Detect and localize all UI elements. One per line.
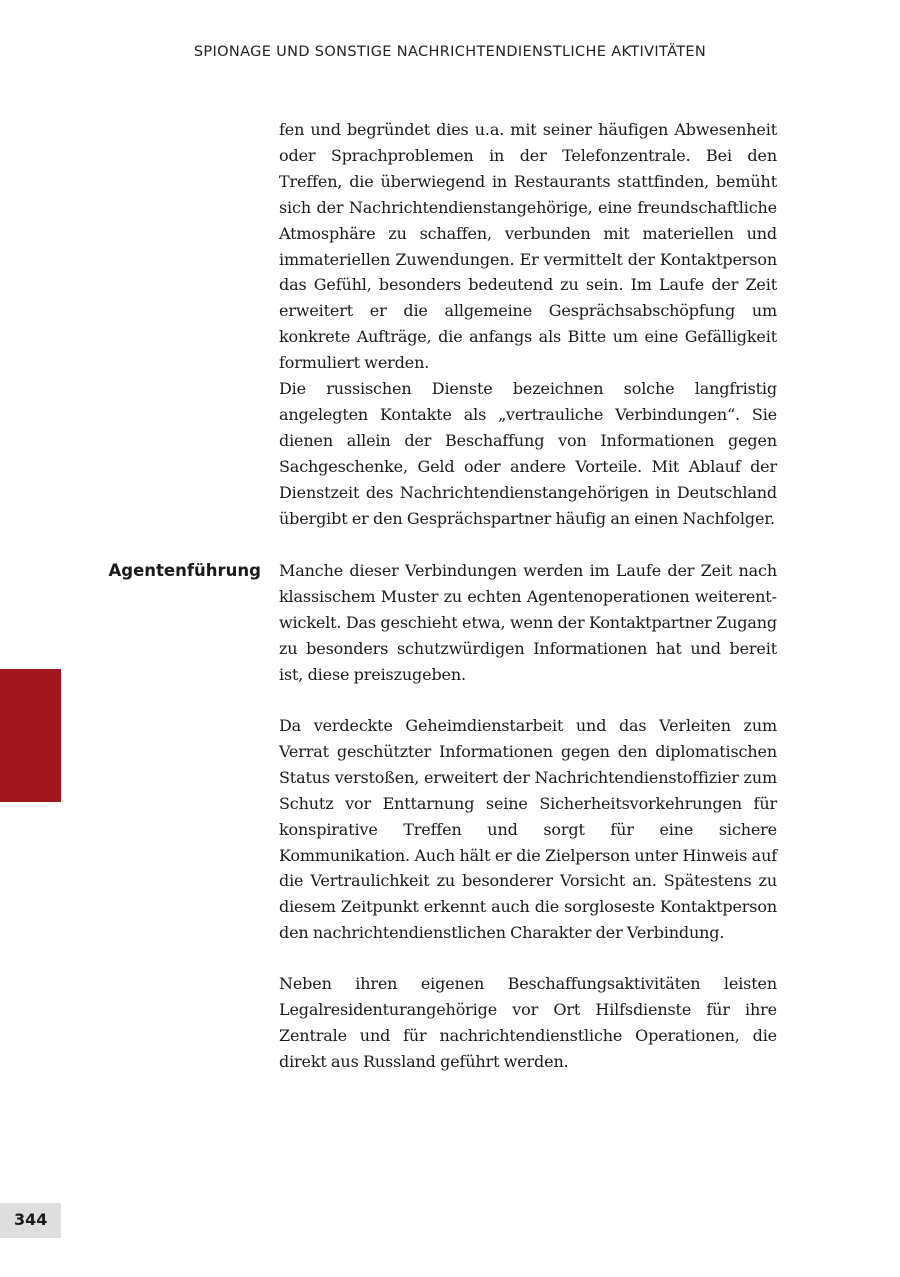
paragraph: Neben ihren eigenen Beschaffungsaktivitäten leisten Legalresidenturangehörige vor Ort Hilfsdienste für ihre Zentrale und für nachrichtendienstliche Operationen, die direkt aus Russland geführt werden. [279, 974, 777, 1071]
paragraph: Manche dieser Verbindungen werden im Laufe der Zeit nach klassischem Muster zu echten Agentenoperationen weiterentwickelt. Das geschieht etwa, wenn der Kontaktpartner Zugang zu besonders schutzwürdigen Informationen hat und bereit ist, diese preiszugeben. [279, 561, 777, 684]
paragraph: fen und begründet dies u.a. mit seiner häufigen Abwesenheit oder Sprachproblemen in der Telefonzentrale. Bei den Treffen, die überwiegend in Restaurants stattfinden, bemüht sich der Nachrichtendienstangehörige, eine freundschaftliche Atmosphäre zu schaffen, verbunden mit materiellen und immateriellen Zuwendungen. Er vermittelt der Kontaktperson das Gefühl, besonders bedeutend zu sein. Im Laufe der Zeit erweitert er die allgemeine Gesprächsabschöpfung um konkrete Aufträge, die anfangs als Bitte um eine Gefälligkeit formuliert werden. [279, 120, 777, 373]
paragraph: Die russischen Dienste bezeichnen solche langfristig angelegten Kontakte als „vertrauliche Verbindungen“. Sie dienen allein der Beschaffung von Informationen gegen Sachgeschenke, Geld oder andere Vorteile. Mit Ablauf der Dienstzeit des Nachrichtendienstangehörigen in Deutschland übergibt er den Gesprächspartner häufig an einen Nachfolger. [279, 379, 777, 528]
page-number: 344 [14, 1210, 48, 1229]
running-header: SPIONAGE UND SONSTIGE NACHRICHTENDIENSTLICHE AKTIVITÄTEN [193, 44, 707, 60]
section-heading: Agentenführung [108, 561, 261, 580]
chapter-tab-marker [0, 669, 61, 802]
paragraph: Da verdeckte Geheimdienstarbeit und das Verleiten zum Verrat geschützter Informationen gegen den diplomatischen Status verstoßen, erweitert der Nachrichtendienstoffizier zum Schutz vor Enttarnung seine Sicherheitsvorkehrungen für konspirative Treffen und sorgt für eine sichere Kommunikation. Auch hält er die Zielperson unter Hinweis auf die Vertraulichkeit zu besonderer Vorsicht an. Spätestens zu diesem Zeitpunkt erkennt auch die sorgloseste Kontaktperson den nachrichtendienstlichen Charakter der Verbindung. [279, 716, 777, 943]
page-number-box [0, 1203, 61, 1238]
